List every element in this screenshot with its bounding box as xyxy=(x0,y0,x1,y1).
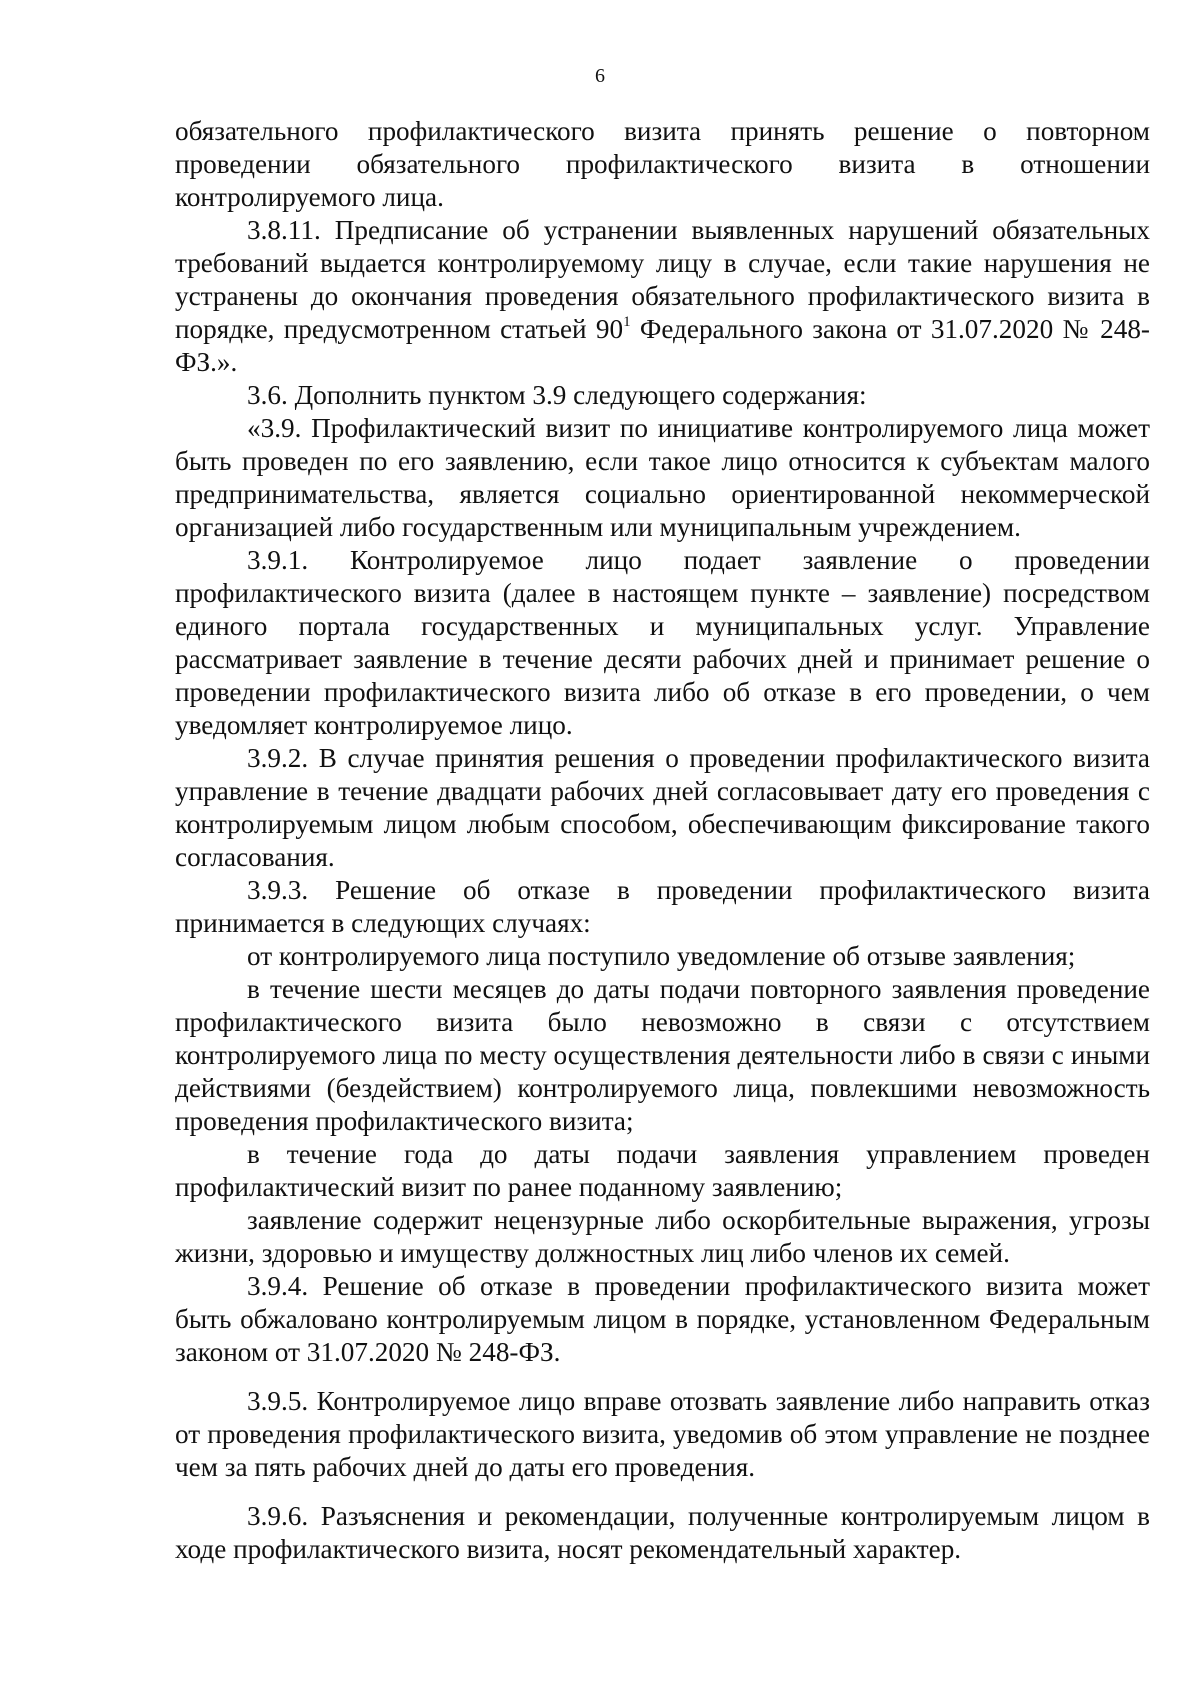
paragraph-continuation: обязательного профилактического визита принять решение о повторном проведении обязательного профилактического визита в отношении контролируемого лица. xyxy=(175,116,1150,212)
footnote-superscript: 1 xyxy=(623,313,631,330)
paragraph-3-9-4: 3.9.4. Решение об отказе в проведении профилактического визита может быть обжаловано контролируемым лицом в порядке, установленном Федеральным законом от 31.07.2020 № 248-ФЗ. xyxy=(175,1271,1150,1367)
paragraph-3-8-11 xyxy=(175,214,1150,379)
paragraph-3-8-11-text-end: Федерального закона от 31.07.2020 № 248-ФЗ.». xyxy=(175,314,1150,377)
paragraph-3-9-5: 3.9.5. Контролируемое лицо вправе отозвать заявление либо направить отказ от проведения профилактического визита, уведомив об этом управление не позднее чем за пять рабочих дней до даты его проведения. xyxy=(175,1386,1150,1482)
paragraph-3-9-6: 3.9.6. Разъяснения и рекомендации, полученные контролируемым лицом в ходе профилактического визита, носят рекомендательный характер. xyxy=(175,1501,1150,1564)
refusal-case-1: от контролируемого лица поступило уведомление об отзыве заявления; xyxy=(247,941,1076,971)
document-body xyxy=(175,115,1150,1566)
refusal-case-4: заявление содержит нецензурные либо оскорбительные выражения, угрозы жизни, здоровью и имуществу должностных лиц либо членов их семей. xyxy=(175,1205,1150,1268)
paragraph-3-9: «3.9. Профилактический визит по инициативе контролируемого лица может быть проведен по его заявлению, если такое лицо относится к субъектам малого предпринимательства, является социально ориентированной некоммерческой организацией либо государственным или муниципальным учреждением. xyxy=(175,413,1150,542)
page-number: 6 xyxy=(595,65,605,87)
paragraph-3-9-2: 3.9.2. В случае принятия решения о проведении профилактического визита управление в течение двадцати рабочих дней согласовывает дату его проведения с контролируемым лицом любым способом, обеспечивающим фиксирование такого согласования. xyxy=(175,743,1150,872)
paragraph-3-9-1: 3.9.1. Контролируемое лицо подает заявление о проведении профилактического визита (далее в настоящем пункте – заявление) посредством единого портала государственных и муниципальных услуг. Управление рассматривает заявление в течение десяти рабочих дней и принимает решение о проведении профилактического визита либо об отказе в его проведении, о чем уведомляет контролируемое лицо. xyxy=(175,545,1150,740)
paragraph-3-9-3: 3.9.3. Решение об отказе в проведении профилактического визита принимается в следующих случаях: xyxy=(175,875,1150,938)
paragraph-3-8-11-text: 3.8.11. Предписание об устранении выявленных нарушений обязательных требований выдается контролируемому лицу в случае, если такие нарушения не устранены до окончания проведения обязательного профилактического визита в порядке, предусмотренном статьей 90 xyxy=(175,215,1150,344)
paragraph-3-6: 3.6. Дополнить пунктом 3.9 следующего содержания: xyxy=(247,380,867,410)
refusal-case-3: в течение года до даты подачи заявления управлением проведен профилактический визит по ранее поданному заявлению; xyxy=(175,1139,1150,1202)
refusal-case-2: в течение шести месяцев до даты подачи повторного заявления проведение профилактического визита было невозможно в связи с отсутствием контролируемого лица по месту осуществления деятельности либо в связи с иными действиями (бездействием) контролируемого лица, повлекшими невозможность проведения профилактического визита; xyxy=(175,974,1150,1136)
